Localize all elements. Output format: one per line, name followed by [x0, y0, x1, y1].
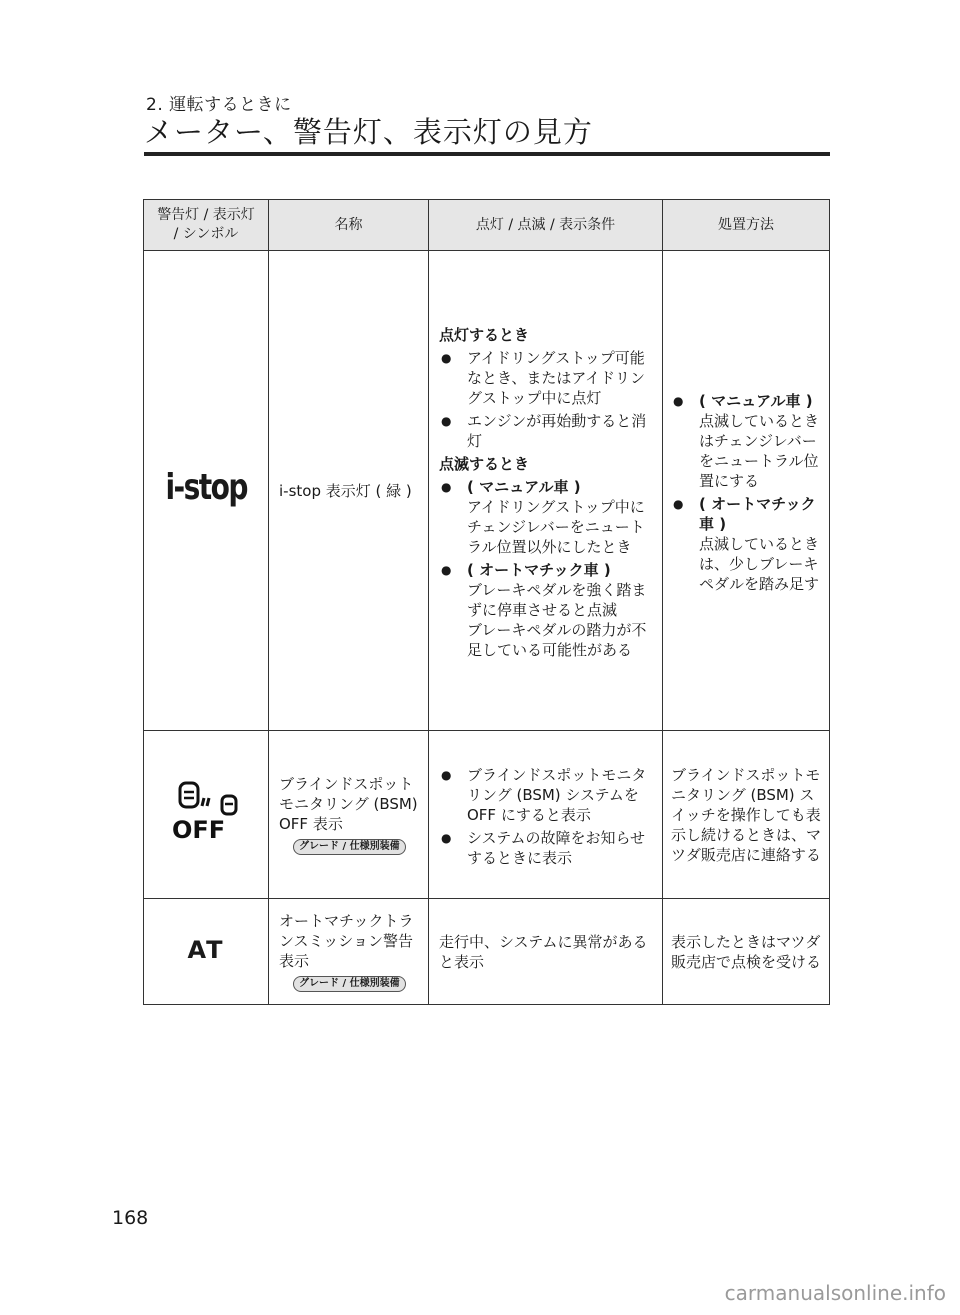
action-cell [663, 251, 830, 731]
watermark-text: carmanualsonline.info [724, 1281, 946, 1305]
header-name: 名称 [269, 200, 429, 251]
condition-bullet: ● アイドリングストップ可能なとき、またはアイドリングストップ中に点灯 [439, 348, 652, 408]
title-rule [144, 152, 830, 156]
bsm-off-label: OFF [172, 816, 226, 844]
condition-bullet: ● ブラインドスポットモニタリング (BSM) システムを OFF にすると表示 [439, 765, 652, 825]
symbol-cell [144, 251, 269, 731]
header-symbol: 警告灯 / 表示灯 / シンボル [144, 200, 269, 251]
istop-symbol-icon: i-stop [165, 466, 247, 508]
page-title: メーター、警告灯、表示灯の見方 [144, 115, 593, 149]
action-cell: ブラインドスポットモニタリング (BSM) スイッチを操作しても表示し続けるときは、マツダ販売店に連絡する [663, 731, 830, 899]
condition-cell [429, 731, 663, 899]
indicator-table [143, 199, 830, 1005]
name-cell [269, 899, 429, 1005]
action-text: 点滅しているときはチェンジレバーをニュートラル位置にする [699, 411, 820, 490]
header-condition: 点灯 / 点滅 / 表示条件 [429, 200, 663, 251]
symbol-cell [144, 899, 269, 1005]
condition-heading: 点灯するとき [439, 325, 530, 344]
symbol-cell [144, 731, 269, 899]
condition-cell [429, 251, 663, 731]
action-text: 点滅しているときは、少しブレーキペダルを踏み足す [699, 534, 820, 593]
condition-text: ブレーキペダルの踏力が不足している可能性がある [467, 620, 647, 659]
condition-text: アイドリングストップ中にチェンジレバーをニュートラル位置以外にしたとき [467, 497, 645, 556]
bsm-off-icon [166, 780, 246, 844]
condition-text: ブレーキペダルを強く踏まずに停車させると点滅 [467, 580, 647, 619]
condition-bullet: ● システムの故障をお知らせするときに表示 [439, 828, 652, 868]
table-row [144, 251, 830, 731]
page-number: 168 [112, 1207, 149, 1229]
table-header-row [144, 200, 830, 251]
header-action: 処置方法 [663, 200, 830, 251]
name-text: ブラインドスポットモニタリング (BSM) OFF 表示 [279, 775, 418, 833]
name-text: オートマチックトランスミッション警告表示 [279, 912, 414, 970]
condition-bullet: ● ( オートマチック車 ) [439, 560, 652, 580]
table-row [144, 731, 830, 899]
condition-bullet: ● ( マニュアル車 ) [439, 477, 652, 497]
section-heading: 2. 運転するときに [146, 95, 292, 115]
condition-bullet: ● エンジンが再始動すると消灯 [439, 411, 652, 451]
name-cell [269, 731, 429, 899]
grade-badge: グレード / 仕様別装備 [293, 976, 406, 992]
action-bullet: ● ( マニュアル車 ) [671, 391, 821, 411]
name-cell: i-stop 表示灯 ( 緑 ) [269, 251, 429, 731]
grade-badge: グレード / 仕様別装備 [293, 839, 406, 855]
condition-heading: 点滅するとき [439, 454, 530, 473]
action-cell: 表示したときはマツダ販売店で点検を受ける [663, 899, 830, 1005]
condition-cell: 走行中、システムに異常があると表示 [429, 899, 663, 1005]
action-bullet: ● ( オートマチック車 ) [671, 494, 821, 534]
at-warning-icon: AT [187, 936, 225, 964]
table-row [144, 899, 830, 1005]
